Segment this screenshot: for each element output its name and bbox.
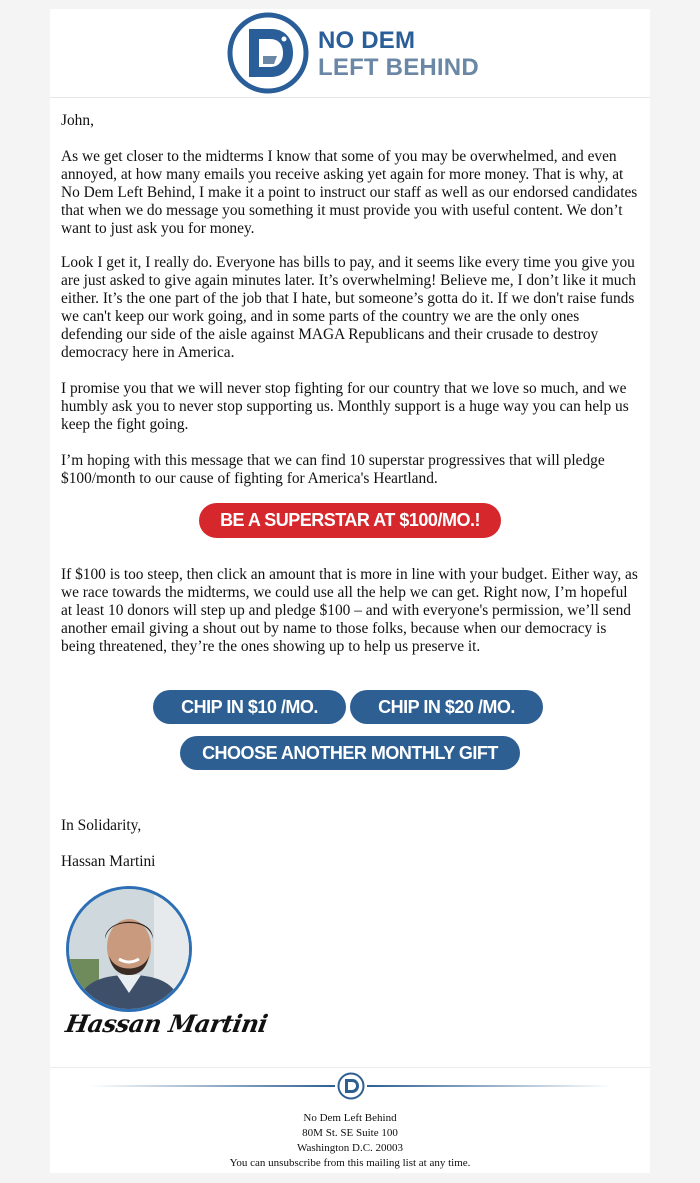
email-paragraph-5 [61, 566, 641, 656]
email-paragraph-4 [61, 452, 641, 488]
sender [61, 853, 641, 871]
brand-name [318, 27, 479, 81]
footer-divider-left [90, 1085, 335, 1087]
paragraph: As we get closer to the midterms I know that some of you may be overwhelmed, and even annoyed, at how many emails you receive asking yet again for more money. That is why, at No Dem Left Behind, I make it a point to instruct our staff as well as our endorsed candidates that when we do message you something it must provide you with useful content. We don’t want to just ask you for money. [61, 148, 638, 237]
avatar-portrait-icon [69, 889, 189, 1009]
paragraph: I promise you that we will never stop fighting for our country that we love so much, and we humbly ask you to never stop supporting us. Monthly support is a huge way you can help us keep the fight going. [61, 380, 629, 433]
email-paragraph-2 [61, 254, 641, 362]
paragraph: If $100 is too steep, then click an amount that is more in line with your budget. Either way, as we race towards the midterms, we could use all the help we can get. Right now, I’m hopeful at least 10 donors will step up and pledge $100 – and with everyone's permission, we’ll send another email giving a shout out by name to those folks, because when our democracy is being threatened, they’re the ones showing up to help us preserve it. [61, 566, 638, 655]
email-footer [50, 1067, 650, 1174]
sender-name: Hassan Martini [61, 853, 156, 870]
footer-divider-right [367, 1085, 612, 1087]
email-paragraph-3 [61, 380, 641, 434]
footer-text [50, 1111, 650, 1171]
email-header [50, 9, 650, 98]
chip-in-20-button[interactable]: CHIP IN $20 /MO. [350, 690, 543, 724]
closing-text: In Solidarity, [61, 817, 142, 834]
sender-avatar [66, 886, 192, 1012]
footer-address-1: 80M St. SE Suite 100 [302, 1127, 398, 1139]
email-body-top [61, 112, 641, 130]
paragraph: I’m hoping with this message that we can find 10 superstar progressives that will pledge $100/month to our cause of fighting for America's Heartland. [61, 452, 605, 487]
no-dem-logo-icon [227, 12, 309, 94]
greeting: John, [61, 112, 94, 129]
footer-logo-icon [337, 1072, 365, 1100]
chip-in-10-button[interactable]: CHIP IN $10 /MO. [153, 690, 346, 724]
email-paragraph-1 [61, 148, 641, 238]
choose-other-gift-button[interactable]: CHOOSE ANOTHER MONTHLY GIFT [180, 736, 520, 770]
footer-org: No Dem Left Behind [303, 1112, 397, 1124]
unsubscribe-text[interactable]: You can unsubscribe from this mailing list at any time. [229, 1157, 471, 1169]
brand-line-2: LEFT BEHIND [318, 54, 479, 81]
paragraph: Look I get it, I really do. Everyone has bills to pay, and it seems like every time you give you are just asked to give again minutes later. It’s overwhelming! Believe me, I don’t like it much either. It’s the one part of the job that I hate, but someone’s gotta do it. If we don't raise funds we can't keep our work going, and in some parts of the country we are the only ones defending our side of the aisle against MAGA Republicans and their crusade to destroy democracy here in America. [61, 254, 637, 361]
superstar-donate-button[interactable]: BE A SUPERSTAR AT $100/MO.! [199, 503, 501, 538]
closing [61, 817, 641, 835]
signature: Hassan Martini [63, 1009, 270, 1038]
footer-address-2: Washington D.C. 20003 [296, 1142, 404, 1154]
brand-line-1: NO DEM [318, 27, 416, 54]
email-card [50, 9, 650, 1173]
